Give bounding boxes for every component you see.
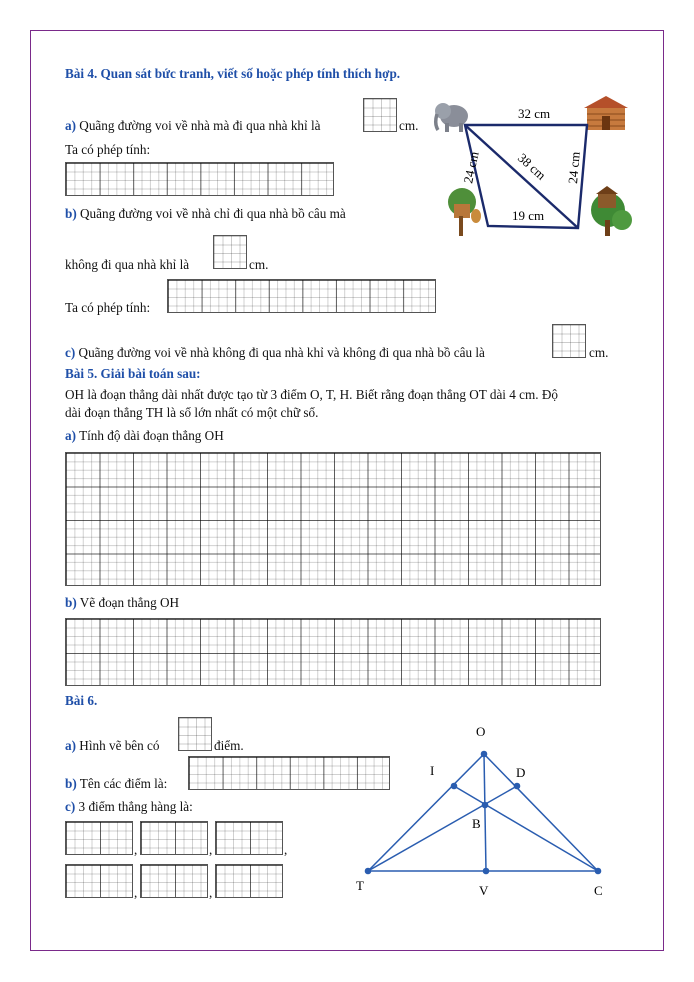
bai6-a-text1: Hình vẽ bên có: [79, 738, 160, 753]
dove-house-icon: [591, 186, 632, 236]
bai6-points: [365, 751, 602, 875]
bai4-b-calc-grid[interactable]: [167, 279, 436, 313]
label-C: C: [594, 883, 603, 898]
bai5-problem-line2: dài đoạn thẳng TH là số lớn nhất có một chữ số.: [65, 405, 319, 420]
bai4-b-calc-label: Ta có phép tính:: [65, 300, 151, 315]
bai5-b-draw-grid[interactable]: [65, 618, 601, 686]
bai6-c-comma-1: ,: [134, 842, 138, 857]
monkey-house-icon: [448, 188, 481, 236]
bai4-a-calc-label: Ta có phép tính:: [65, 142, 151, 157]
label-B: B: [472, 816, 481, 831]
fig-label-top: 32 cm: [518, 106, 551, 121]
bai4-title: Bài 4. Quan sát bức tranh, viết số hoặc phép tính thích hợp.: [65, 66, 401, 81]
fig-label-left: 24 cm: [460, 150, 482, 185]
bai6-a-label: a): [65, 738, 76, 753]
bai4-a-calc-grid[interactable]: [65, 162, 334, 196]
bai6-c-comma-4: ,: [134, 885, 138, 900]
bai6-c-answer-1[interactable]: [65, 821, 133, 855]
bai6-lines: [368, 754, 598, 871]
label-O: O: [476, 724, 486, 739]
fig-label-right: 24 cm: [565, 150, 583, 185]
bai5-b-text: Vẽ đoạn thẳng OH: [79, 595, 180, 610]
bai6-c-answer-4[interactable]: [65, 864, 133, 898]
label-D: D: [516, 765, 526, 780]
bai6-b-line: [65, 776, 167, 792]
point-T: [365, 868, 372, 875]
bai6-title: Bài 6.: [65, 693, 98, 708]
label-V: V: [479, 883, 489, 898]
bai4-a-answer-box[interactable]: [363, 98, 397, 132]
point-B: [482, 802, 489, 809]
bai5-title: Bài 5. Giải bài toán sau:: [65, 366, 201, 381]
label-I: I: [430, 763, 435, 778]
fig-label-bottom: 19 cm: [512, 208, 545, 223]
bai4-a-unit: cm.: [399, 118, 419, 133]
bai4-c-text: Quãng đường voi về nhà không đi qua nhà khỉ và không đi qua nhà bồ câu là: [78, 345, 485, 360]
point-V: [483, 868, 490, 875]
point-D: [514, 783, 521, 790]
bai4-figure: [432, 92, 632, 240]
point-O: [481, 751, 488, 758]
bai6-c-label: c): [65, 799, 76, 814]
bai4-a-line: [65, 118, 320, 134]
point-I: [451, 783, 458, 790]
bai6-a-answer-box[interactable]: [178, 717, 212, 751]
bai5-b-label: b): [65, 595, 77, 610]
bai6-b-label: b): [65, 776, 77, 791]
bai4-a-label: a): [65, 118, 76, 133]
bai6-triangle-figure: [350, 720, 620, 905]
bai4-c-line: [65, 345, 485, 361]
bai6-c-line: [65, 799, 193, 815]
bai6-c-text: 3 điểm thẳng hàng là:: [78, 799, 193, 814]
bai4-b-label: b): [65, 206, 77, 221]
bai6-b-text: Tên các điểm là:: [79, 776, 168, 791]
bai5-a-line: [65, 428, 224, 444]
bai4-b-unit: cm.: [249, 257, 269, 272]
log-house-icon: [584, 96, 628, 130]
bai6-c-answer-3[interactable]: [215, 821, 283, 855]
bai6-a-text2: điểm.: [214, 738, 244, 753]
bai6-c-answer-5[interactable]: [140, 864, 208, 898]
bai4-b-text2: không đi qua nhà khỉ là: [65, 257, 190, 272]
bai5-b-line: [65, 595, 179, 611]
bai4-c-unit: cm.: [589, 345, 609, 360]
bai5-a-label: a): [65, 428, 76, 443]
bai5-problem-line1: OH là đoạn thẳng dài nhất được tạo từ 3 điểm O, T, H. Biết rằng đoạn thẳng OT dài 4 cm. Độ: [65, 387, 558, 402]
bai4-b-text1: Quãng đường voi về nhà chỉ đi qua nhà bồ câu mà: [80, 206, 346, 221]
bai6-c-answer-6[interactable]: [215, 864, 283, 898]
label-T: T: [356, 878, 364, 893]
bai4-b-answer-box[interactable]: [213, 235, 247, 269]
bai4-c-answer-box[interactable]: [552, 324, 586, 358]
fig-label-diag: 38 cm: [514, 150, 549, 183]
bai6-c-comma-5: ,: [209, 885, 213, 900]
bai6-a-line: [65, 738, 160, 754]
elephant-icon: [435, 103, 468, 132]
bai4-a-text: Quãng đường voi về nhà mà đi qua nhà khỉ là: [79, 118, 321, 133]
bai6-c-answer-2[interactable]: [140, 821, 208, 855]
bai4-c-label: c): [65, 345, 76, 360]
bai4-b-line1: [65, 206, 346, 222]
bai5-a-work-grid[interactable]: [65, 452, 601, 586]
bai6-c-comma-3: ,: [284, 842, 288, 857]
bai5-a-text: Tính độ dài đoạn thẳng OH: [79, 428, 224, 443]
point-C: [595, 868, 602, 875]
bai6-c-comma-2: ,: [209, 842, 213, 857]
